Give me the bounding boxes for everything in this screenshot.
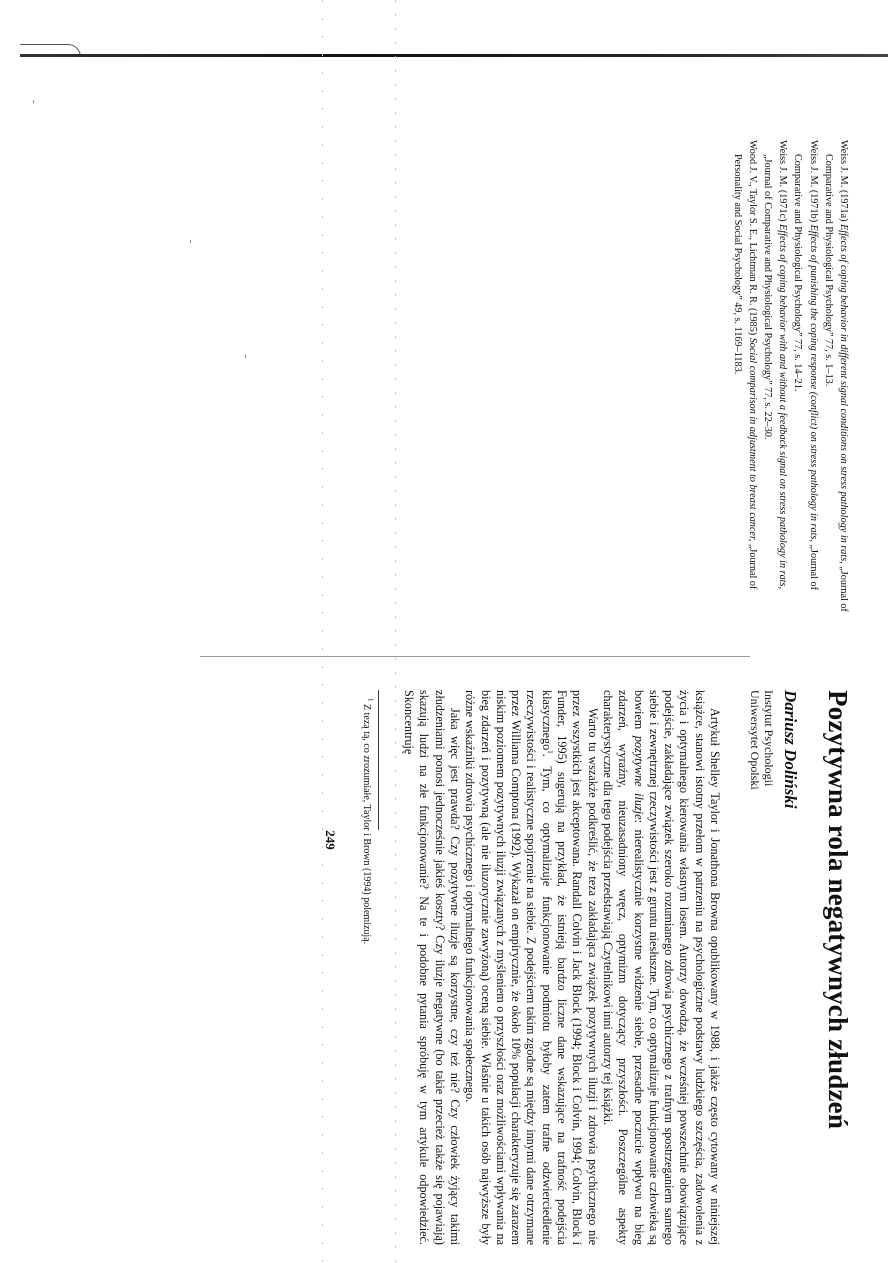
- affiliation-institute: Instytut Psychologii: [762, 690, 776, 787]
- article-title: Pozytywna rola negatywnych złudzeń: [823, 690, 853, 1130]
- reference-item: Weiss J. M. (1971c) Effects of coping behavior with and without a feedback signal on stress pathology in rats, „Journal of Comparative and Physiological Psychology” 77, s. 22–30.: [761, 140, 789, 590]
- article-page: [322, 690, 853, 1245]
- page-number: 249: [322, 830, 338, 850]
- article-body: [401, 690, 722, 1245]
- footnote: $^1$ Z tezą tą, co zrozumiałe, Taylor i Brown (1994) polemizują.: [360, 698, 375, 945]
- reference-item: Weiss J. M. (1971a) Effects of coping behavior in different signal conditions on stress pathology in rats, „Journal of Comparative and Physiological Psychology” 77, s. 1–13.: [822, 140, 849, 612]
- references-list: [729, 140, 851, 620]
- paragraph: Jaka więc jest prawda? Czy pozytywne iluzje są korzystne, czy też nie? Czy człowiek żyjący takimi złudzeniami ponosi jednocześnie jakieś koszty? Czy iluzje negatywne (bo takie przecież także się pojawiają) skazują ludzi na złe funkcjonowanie? Na te i podobne pytania spróbuję w tym artykule odpowiedzieć. Skoncentruję: [402, 690, 462, 1245]
- reference-item: Wood J. V., Taylor S. E., Lichtman R. R. (1985) Social comparison in adjustment to breast cancer, „Journal of Personality and Social Psychology” 49, s. 1169–1183.: [731, 140, 758, 590]
- affiliation-university: Uniwersytet Opolski: [748, 690, 762, 790]
- footnote-ref[interactable]: 1: [545, 750, 554, 754]
- author-name: Dariusz Doliński: [781, 690, 800, 809]
- reference-item: Weiss J. M. (1971b) Effects of punishing the coping response (conflict) on stress pathology in rats, „Journal of Comparative and Physiological Psychology” 77, s. 14–21.: [792, 140, 819, 591]
- paragraph: Artykuł Shelley Taylor i Jonathona Browna opublikowany w 1988, i jakże często cytowany w niniejszej książce, stanowi istotny przełom w patrzeniu na psychologiczne podstawy ludzkiego szczęścia, zadowolenia z życia i optymalnego kierowania własnym losem. Autorzy dowodzą, że wcześniej powszechnie obowiązujące podejście, zakładające związek szeroko rozumianego zdrowia psychicznego z trafnym spostrzeganiem samego siebie i zewnętrznej rzeczywistości jest z gruntu niesłuszne. Tym, co optymalizuje funkcjonowanie człowieka są bowiem pozytywne iluzje: nierealistycznie korzystne widzenie siebie, przesadne poczucie wpływu na bieg zdarzeń, wyraźny, nieuzasadniony wręcz, optymizm dotyczący przyszłości. Poszczególne aspekty charakterystyczne dla tego podejścia przedstawiają Czytelnikowi inni autorzy tej książki.: [600, 690, 722, 1246]
- paragraph: Warto tu wszakże podkreślić, że teza zakładająca związek pozytywnych iluzji i zdrowia psychicznego nie przez wszystkich jest akceptowana. Randall Colvin i Jack Block (1994; Block i Colvin, 1994; Colvin, Block i Funder, 1995) sugerują na przykład, że istnieją bardzo liczne dane wskazujące na trafność podejścia klasycznego$^1$. Tym, co optymalizuje funkcjonowanie podmiotu byłoby zatem trafne odzwierciedlenie rzeczywistości i realistyczne spojrzenie na siebie. Z podejściem takim zgodne są między innymi dane otrzymane przez Williama Comptona (1992). Wykazał on empirycznie, że około 10% populacji charakteryzuje się zarazem niskim poziomem pozytywnych iluzji związanych z myśleniem o przyszłości oraz możliwościami wpływania na bieg zdarzeń i pozytywną (ale nie iluzorycznie zawyżoną) oceną siebie. Właśnie u takich osób najwyższe były różne wskaźniki zdrowia psychicznego i optymalnego funkcjonowania społecznego.: [463, 690, 600, 1245]
- footnote-divider: [378, 690, 379, 830]
